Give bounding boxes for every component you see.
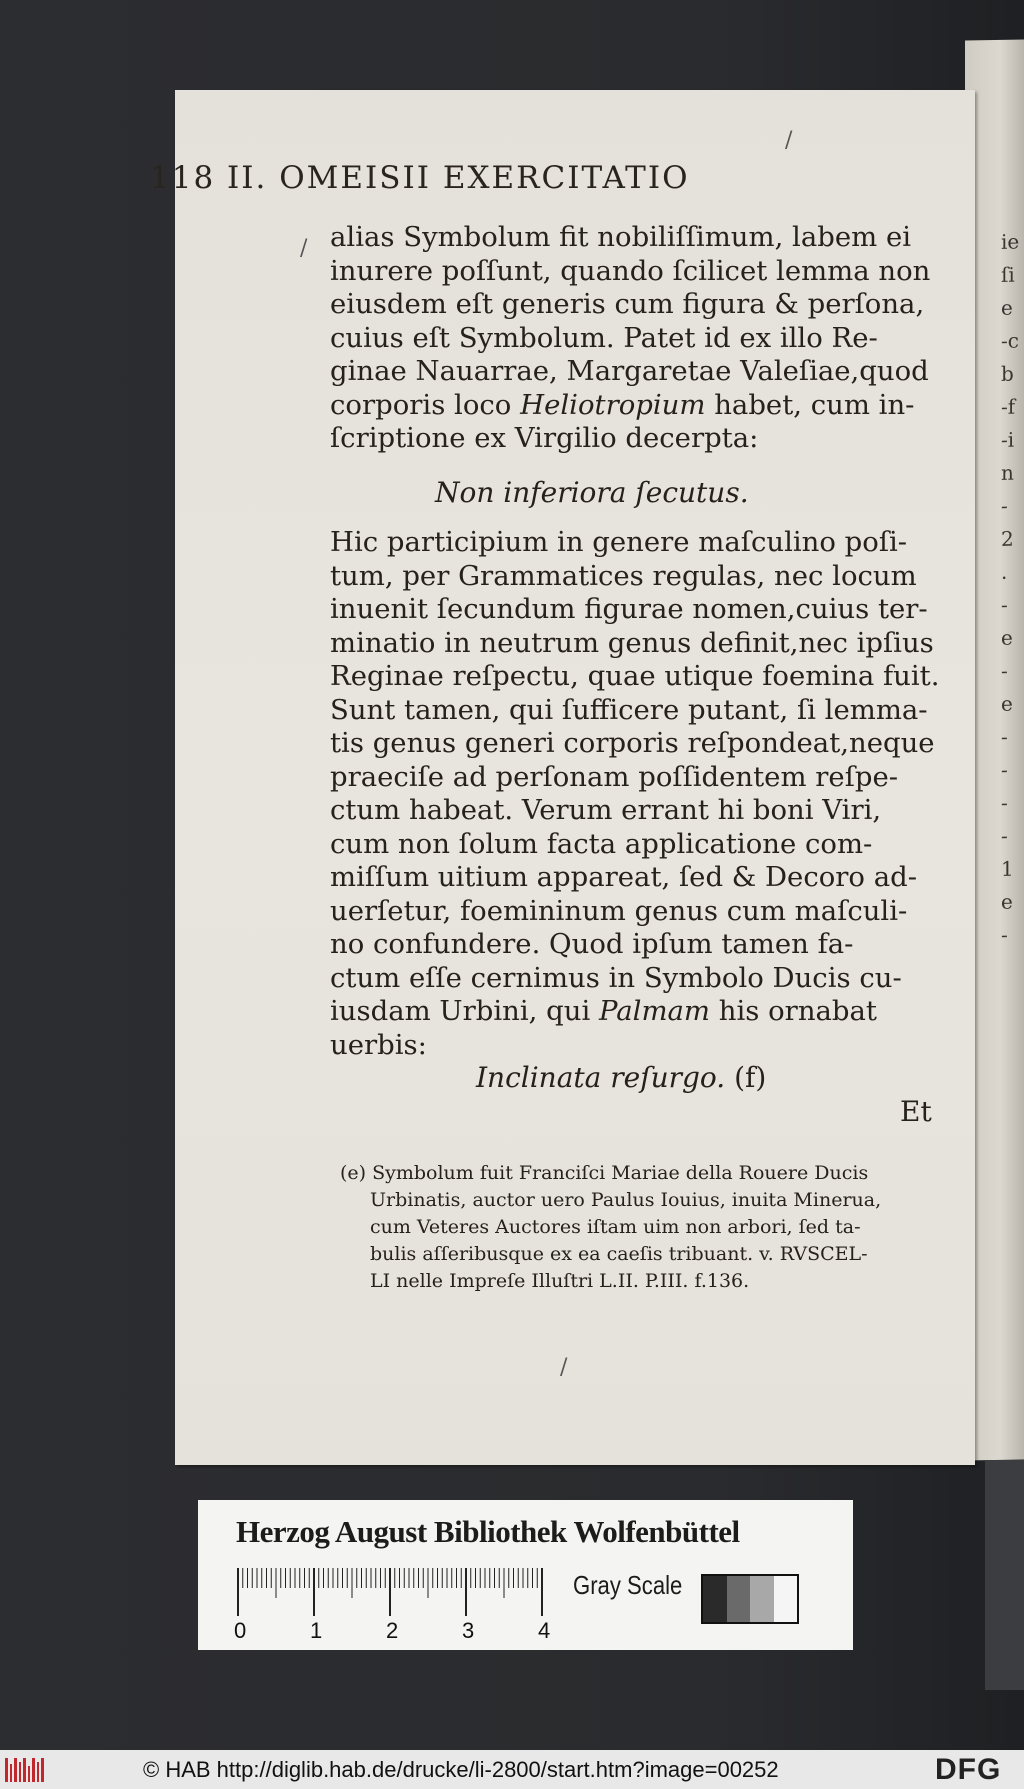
adjacent-page-fragment: ſi bbox=[1001, 262, 1015, 287]
card-title: Herzog August Bibliothek Wolfenbüttel bbox=[236, 1514, 740, 1549]
body-line: tis genus generi corporis reſpondeat,neque bbox=[330, 727, 935, 759]
body-text-run: his ornabat bbox=[710, 995, 877, 1027]
quote-text: Inclinata reſurgo. bbox=[476, 1061, 726, 1094]
motto-quote-second bbox=[476, 1061, 766, 1094]
body-line: ctum eſſe cernimus in Symbolo Ducis cu- bbox=[330, 961, 902, 994]
page-edge-shadow bbox=[985, 1460, 1024, 1690]
body-line: minatio in neutrum genus definit,nec ipſius bbox=[330, 626, 934, 659]
body-line: uerſetur, foemininum genus cum maſculi- bbox=[330, 894, 908, 927]
pen-mark: / bbox=[300, 236, 308, 261]
hab-barcode-logo-icon bbox=[4, 1756, 46, 1784]
body-line: ctum habeat. Verum errant hi boni Viri, bbox=[330, 794, 882, 826]
body-text-run: corporis loco bbox=[330, 388, 521, 421]
body-line: Hic participium in genere maſculino poſi- bbox=[330, 526, 908, 558]
body-line: cuius eſt Symbolum. Patet id ex illo Re- bbox=[330, 321, 878, 354]
pen-mark: / bbox=[560, 1355, 568, 1380]
footnote-line: cum Veteres Auctores iſtam uim non arbori, ſed ta- bbox=[370, 1216, 861, 1238]
body-text-run: habet, cum in- bbox=[705, 388, 915, 421]
emphasis-palmam: Palmam bbox=[599, 995, 711, 1027]
body-line: inuenit ſecundum figurae nomen,cuius ter- bbox=[330, 593, 928, 625]
adjacent-page-fragment: - bbox=[1001, 790, 1008, 815]
adjacent-page-fragment: -c bbox=[1001, 328, 1019, 353]
gray-swatch bbox=[727, 1576, 751, 1622]
adjacent-page-fragment: e bbox=[1001, 691, 1013, 716]
ruler-number: 3 bbox=[462, 1618, 475, 1643]
body-line: eiusdem eſt generis cum figura & perſona, bbox=[330, 288, 925, 320]
gray-swatch bbox=[703, 1576, 727, 1622]
emphasis-heliotropium: Heliotropium bbox=[520, 388, 706, 421]
footnote-line: (e) Symbolum fuit Franciſci Mariae della Rouere Ducis bbox=[340, 1162, 869, 1184]
body-line: uerbis: bbox=[330, 1028, 427, 1061]
body-line bbox=[330, 389, 930, 423]
adjacent-page-fragment: - bbox=[1001, 658, 1008, 683]
adjacent-page-fragment: -i bbox=[1001, 427, 1015, 452]
body-line: tum, per Grammatices regulas, nec locum bbox=[330, 559, 917, 592]
footnote bbox=[340, 1160, 940, 1295]
adjacent-page-fragment: - bbox=[1001, 922, 1008, 947]
body-line: praeciſe ad perſonam poſſidentem reſpe- bbox=[330, 760, 899, 793]
adjacent-page-fragment: -f bbox=[1001, 394, 1016, 419]
gray-swatch bbox=[774, 1576, 798, 1622]
catchword: Et bbox=[900, 1095, 932, 1128]
adjacent-page-fragment: b bbox=[1001, 361, 1014, 386]
adjacent-page-fragment: - bbox=[1001, 724, 1008, 749]
adjacent-page-fragment: e bbox=[1001, 295, 1013, 320]
ruler-number: 2 bbox=[386, 1618, 399, 1643]
pen-mark: / bbox=[785, 128, 793, 153]
adjacent-page-fragment: . bbox=[1001, 559, 1008, 584]
adjacent-page-fragment: n bbox=[1001, 460, 1014, 485]
gray-scale-label: Gray Scale bbox=[573, 1570, 683, 1600]
ruler-number: 4 bbox=[538, 1618, 551, 1643]
adjacent-page-fragment: - bbox=[1001, 493, 1008, 518]
body-line: ginae Nauarrae, Margaretae Valeſiae,quod bbox=[330, 355, 929, 387]
adjacent-page-fragment: e bbox=[1001, 625, 1013, 650]
body-line: cum non ſolum facta applicatione com- bbox=[330, 827, 873, 860]
ruler-number: 1 bbox=[310, 1618, 323, 1643]
adjacent-page-fragment: e bbox=[1001, 889, 1013, 914]
footnote-marker: (f) bbox=[734, 1061, 767, 1094]
body-line: Sunt tamen, qui ſufficere putant, ſi lemma- bbox=[330, 693, 928, 726]
ruler-icon bbox=[236, 1568, 556, 1618]
body-text bbox=[330, 221, 930, 456]
running-head: 118 II. OMEISII EXERCITATIO bbox=[150, 160, 690, 196]
body-line bbox=[330, 995, 930, 1029]
adjacent-page-fragment: 2 bbox=[1001, 526, 1014, 551]
dfg-logo: DFG bbox=[935, 1753, 1002, 1786]
adjacent-page-fragment: - bbox=[1001, 757, 1008, 782]
motto-quote: Non inferiora ſecutus. bbox=[435, 476, 749, 509]
body-line: alias Symbolum fit nobiliſſimum, labem ei bbox=[330, 221, 912, 253]
adjacent-page-fragment: - bbox=[1001, 823, 1008, 848]
body-text-second bbox=[330, 526, 940, 1062]
body-line: ſcriptione ex Virgilio decerpta: bbox=[330, 422, 759, 454]
body-line: no confundere. Quod ipſum tamen fa- bbox=[330, 928, 854, 960]
adjacent-page-fragment: ie bbox=[1001, 229, 1020, 254]
footnote-line: LI nelle Impreſe Illuſtri L.II. P.III. f.136. bbox=[370, 1270, 750, 1292]
body-line: miſſum uitium appareat, ſed & Decoro ad- bbox=[330, 861, 918, 893]
footnote-line: Urbinatis, auctor uero Paulus Iouius, inuita Minerua, bbox=[370, 1189, 882, 1211]
body-line: inurere poſſunt, quando ſcilicet lemma non bbox=[330, 254, 931, 287]
footnote-line: bulis aſſeribusque ex ea caeſis tribuant. v. RVSCEL- bbox=[370, 1243, 868, 1265]
color-calibration-card bbox=[198, 1500, 853, 1650]
body-text-run: iusdam Urbini, qui bbox=[330, 995, 599, 1027]
adjacent-page-fragment: 1 bbox=[1001, 856, 1014, 881]
body-line: Reginae reſpectu, quae utique foemina fuit. bbox=[330, 660, 940, 692]
ruler-number: 0 bbox=[234, 1618, 247, 1643]
adjacent-page-fragment: - bbox=[1001, 592, 1008, 617]
gray-swatch bbox=[750, 1576, 774, 1622]
copyright-url[interactable]: © HAB http://diglib.hab.de/drucke/li-2800/start.htm?image=00252 bbox=[143, 1757, 779, 1782]
gray-scale-swatch bbox=[701, 1574, 799, 1624]
